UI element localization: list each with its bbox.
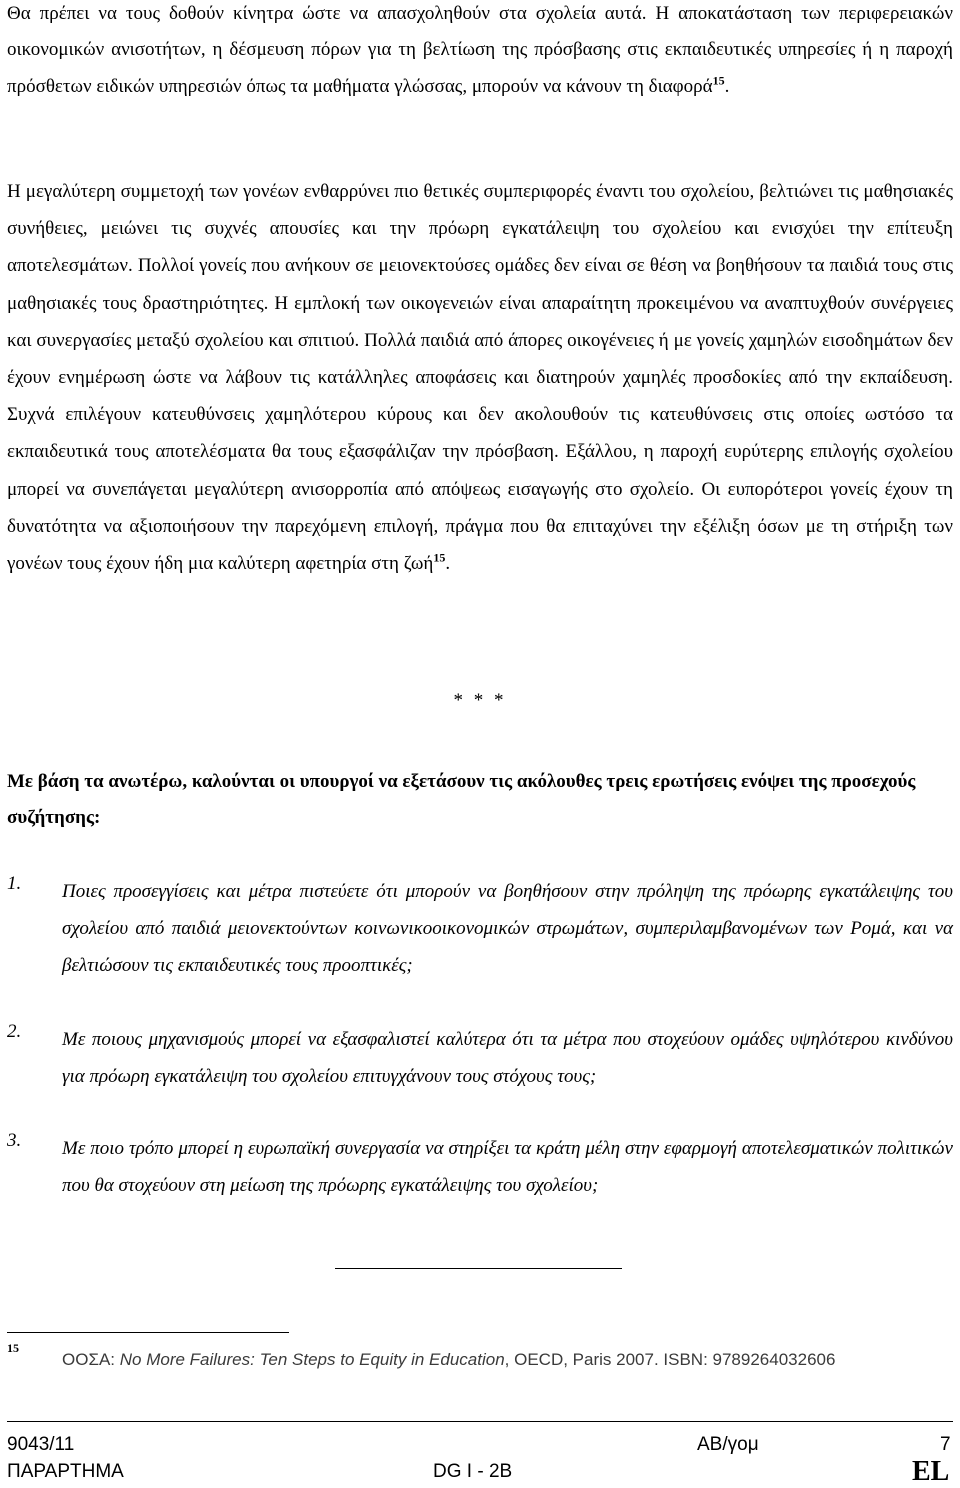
footer-annex: ΠΑΡΑΡΤΗΜΑ xyxy=(7,1461,124,1482)
footnote-ref[interactable]: 15 xyxy=(712,73,725,88)
question-number: 3. xyxy=(7,1130,22,1151)
footer-page-number: 7 xyxy=(940,1434,951,1455)
footnote-org: ΟΟΣΑ xyxy=(62,1350,111,1369)
footer-code: AB/γομ xyxy=(697,1434,759,1455)
footer-language: EL xyxy=(912,1456,950,1487)
paragraph-end: . xyxy=(724,75,730,97)
footer-divider xyxy=(7,1421,953,1422)
footer-doc-number: 9043/11 xyxy=(7,1434,75,1455)
footnote-text: ΟΟΣΑ: No More Failures: Ten Steps to Equity in Education, OECD, Paris 2007. ISBN: 9789264032606 xyxy=(62,1350,836,1369)
question-number: 2. xyxy=(7,1021,22,1042)
footer-dg: DG I - 2B xyxy=(433,1461,513,1482)
paragraph-parental-text: Η μεγαλύτερη συμμετοχή των γονέων ενθαρρύνει πιο θετικές συμπεριφορές έναντι του σχολείου, βελτιώνει τις μαθησιακές συνήθειες, μειώνει τις συχνές απουσίες και την πρόωρη εγκατάλειψη του σχολείου και ενισχύει την επίτευξη αποτελεσμάτων. Πολλοί γονείς που ανήκουν σε μειονεκτούσες ομάδες δεν είναι σε θέση να βοηθήσουν τα παιδιά τους στις μαθησιακές τους δραστηριότητες. Η εμπλοκή των οικογενειών είναι απαραίτητη προκειμένου να αναπτυχθούν συνέργειες και συνεργασίες μεταξύ σχολείου και σπιτιού. Πολλά παιδιά από άπορες οικογένειες ή με γονείς χαμηλών εισοδημάτων δεν έχουν ενημέρωση ώστε να λάβουν τις κατάλληλες αποφάσεις και διατηρούν χαμηλές προσδοκίες από την εκπαίδευση. Συχνά επιλέγουν κατευθύνσεις χαμηλότερου κύρους και δεν ακολουθούν τις κατευθύνσεις στις οποίες ωστόσο τα εκπαιδευτικά τους αποτελέσματα θα τους εξασφάλιζαν την πρόσβαση. Εξάλλου, η παροχή ευρύτερης επιλογής σχολείου μπορεί να συνεπάγεται μεγαλύτερη ανισορροπία από απόψεως εισαγωγής στο σχολείο. Οι ευπορότεροι γονείς έχουν τη δυνατότητα να αξιοποιήσουν την παρεχόμενη επιλογή, πράγμα που θα επιταχύνει την εξέλιξη όσων με τη στήριξη των γονέων τους έχουν ήδη μια καλύτερη αφετηρία στη ζωή xyxy=(7,181,953,575)
paragraph-parental-involvement xyxy=(7,173,953,582)
end-rule xyxy=(335,1268,622,1269)
footnote-rest: , OECD, Paris 2007. ISBN: 9789264032606 xyxy=(504,1350,836,1369)
question-text: Με ποιο τρόπο μπορεί η ευρωπαϊκή συνεργασία να στηρίξει τα κράτη μέλη στην εφαρμογή αποτελεσματικών πολιτικών που θα στοχεύουν στη μείωση της πρόωρης εγκατάλειψης του σχολείου; xyxy=(62,1138,953,1196)
footnote-ref[interactable]: 15 xyxy=(433,550,446,565)
paragraph-incentives-text: Θα πρέπει να τους δοθούν κίνητρα ώστε να απασχοληθούν στα σχολεία αυτά. Η αποκατάσταση των περιφερειακών οικονομικών ανισοτήτων, η δέσμευση πόρων για τη βελτίωση της πρόσβασης στις εκπαιδευτικές υπηρεσίες ή η παροχή πρόσθετων ειδικών υπηρεσιών όπως τα μαθήματα γλώσσας, μπορούν να κάνουν τη διαφορά xyxy=(7,3,953,97)
footnote-number: 15 xyxy=(7,1341,19,1355)
questions-intro: Με βάση τα ανωτέρω, καλούνται οι υπουργοί να εξετάσουν τις ακόλουθες τρεις ερωτήσεις ενόψει της προσεχούς συζήτησης: xyxy=(7,771,916,828)
question-text: Με ποιους μηχανισμούς μπορεί να εξασφαλιστεί καλύτερα ότι τα μέτρα που στοχεύουν ομάδες υψηλότερου κινδύνου για πρόωρη εγκατάλειψη του σχολείου επιτυγχάνουν τους στόχους τους; xyxy=(62,1029,953,1087)
paragraph-end: . xyxy=(445,553,451,575)
paragraph-incentives xyxy=(7,0,953,105)
footnote-title: No More Failures: Ten Steps to Equity in Education xyxy=(119,1350,505,1369)
question-text: Ποιες προσεγγίσεις και μέτρα πιστεύετε ότι μπορούν να βοηθήσουν στην πρόληψη της πρόωρης εγκατάλειψης του σχολείου από παιδιά μειονεκτούντων κοινωνικοοικονομικών στρωμάτων, συμπεριλαμβανομένων των Ρομά, και να βελτιώσουν τις εκπαιδευτικές τους προοπτικές; xyxy=(62,881,953,976)
section-separator: * * * xyxy=(453,690,507,711)
question-number: 1. xyxy=(7,873,22,894)
footnote-divider xyxy=(7,1332,289,1333)
